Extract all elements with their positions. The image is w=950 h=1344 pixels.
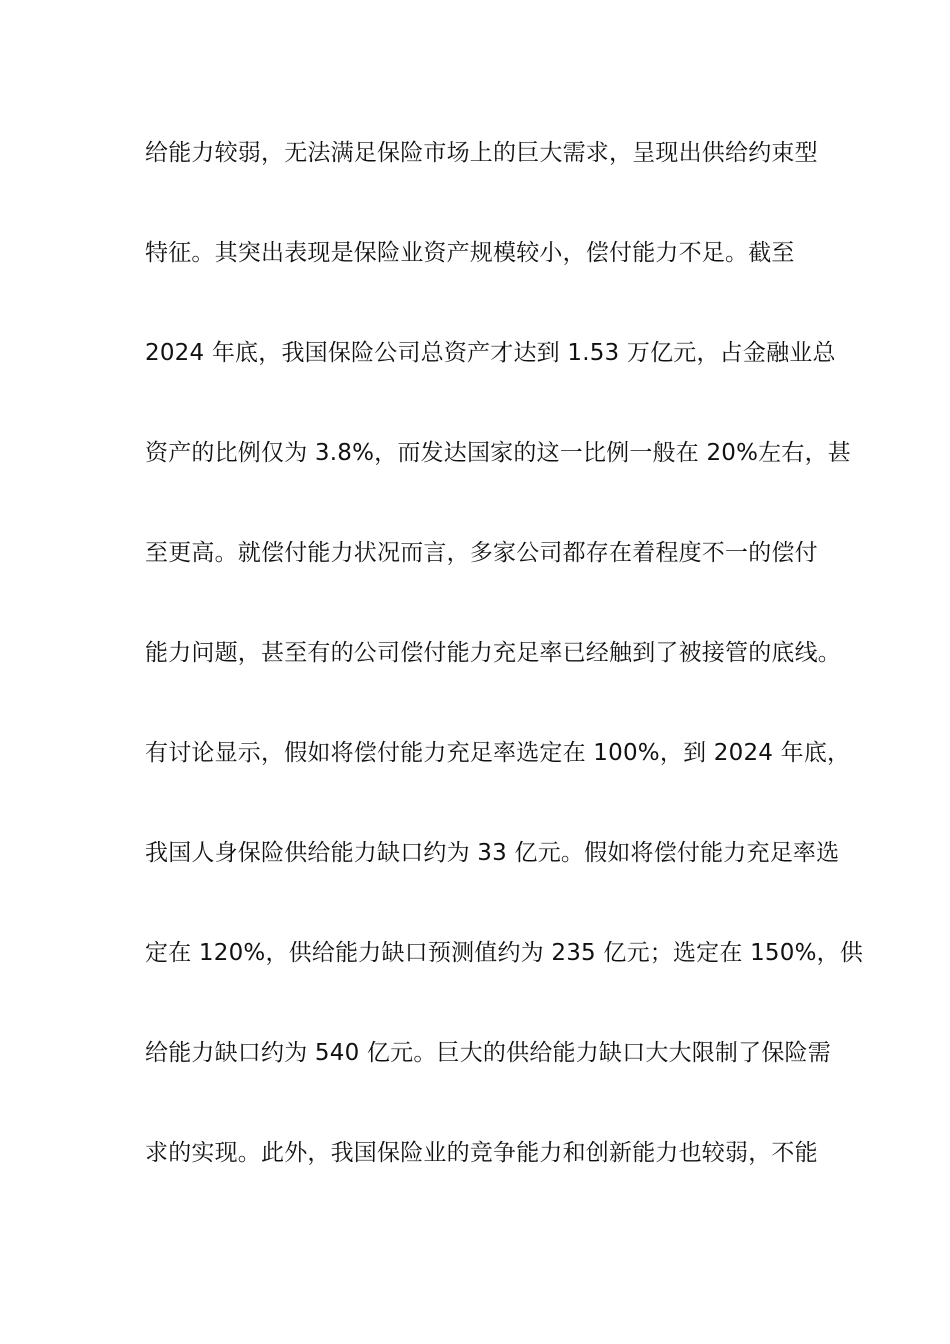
body-paragraph: [145, 130, 864, 1230]
text-line: 给能力较弱，无法满足保险市场上的巨大需求，呈现出供给约束型: [145, 140, 818, 166]
text-line: 定在 120%，供给能力缺口预测值约为 235 亿元；选定在 150%，供: [145, 940, 864, 966]
text-line: 至更高。就偿付能力状况而言，多家公司都存在着程度不一的偿付: [145, 540, 818, 566]
text-line: 资产的比例仅为 3.8%，而发达国家的这一比例一般在 20%左右，甚: [145, 440, 851, 466]
text-line: 能力问题，甚至有的公司偿付能力充足率已经触到了被接管的底线。: [145, 640, 841, 666]
text-line: 特征。其突出表现是保险业资产规模较小，偿付能力不足。截至: [145, 240, 795, 266]
text-line: 求的实现。此外，我国保险业的竞争能力和创新能力也较弱，不能: [145, 1140, 818, 1166]
text-line: 有讨论显示，假如将偿付能力充足率选定在 100%，到 2024 年底，: [145, 740, 851, 766]
text-line: 我国人身保险供给能力缺口约为 33 亿元。假如将偿付能力充足率选: [145, 840, 840, 866]
text-line: 2024 年底，我国保险公司总资产才达到 1.53 万亿元，占金融业总: [145, 340, 836, 366]
text-line: 给能力缺口约为 540 亿元。巨大的供给能力缺口大大限制了保险需: [145, 1040, 831, 1066]
